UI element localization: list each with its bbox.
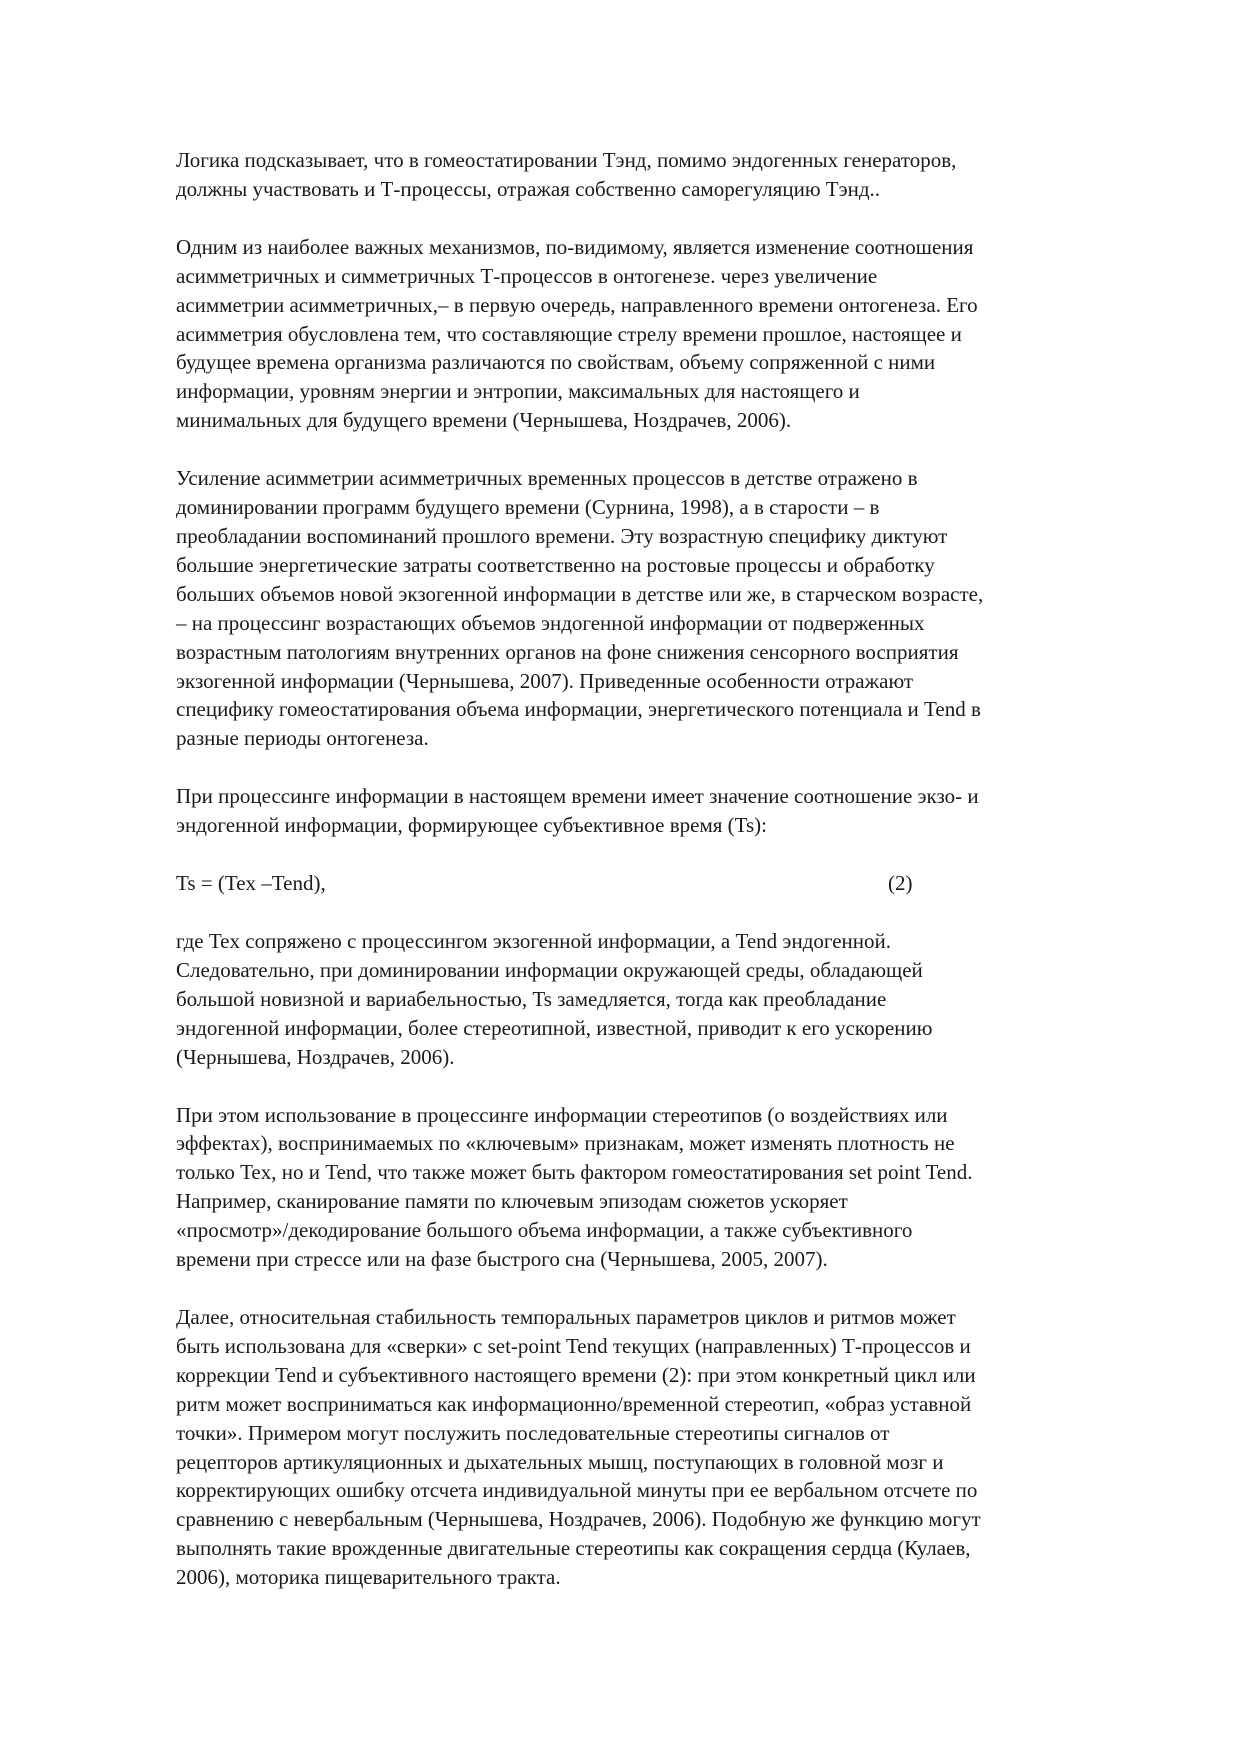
paragraph-2: Одним из наиболее важных механизмов, по-видимому, является изменение соотношения асимметричных и симметричных Т-процессов в онтогенезе. через увеличение асимметрии асимметричных,– в первую очередь, направленного времени онтогенеза. Его асимметрия обусловлена тем, что составляющие стрелу времени прошлое, настоящее и будущее времена организма различаются по свойствам, объему сопряженной с ними информации, уровням энергии и энтропии, максимальных для настоящего и минимальных для будущего времени (Чернышева, Ноздрачев, 2006).: [176, 234, 978, 433]
formula-line: [176, 869, 1166, 898]
paragraph-4: При процессинге информации в настоящем времени имеет значение соотношение экзо- и эндогенной информации, формирующее субъективное время (Ts):: [176, 784, 979, 838]
formula-number: (2): [888, 871, 913, 896]
paragraph-6: При этом использование в процессинге информации стереотипов (о воздействиях или эффектах), воспринимаемых по «ключевым» признакам, может изменять плотность не только Tex, но и Tend, что также может быть фактором гомеостатирования set point Tend. Например, сканирование памяти по ключевым эпизодам сюжетов ускоряет «просмотр»/декодирование большого объема информации, а также субъективного времени при стрессе или на фазе быстрого сна (Чернышева, 2005, 2007).: [176, 1102, 973, 1272]
document-page: [176, 146, 1166, 1621]
paragraph-5: где Tex сопряжено с процессингом экзогенной информации, а Tend эндогенной. Следовательно, при доминировании информации окружающей среды, обладающей большой новизной и вариабельностью, Ts замедляется, тогда как преобладание эндогенной информации, более стереотипной, известной, приводит к его ускорению (Чернышева, Ноздрачев, 2006).: [176, 929, 933, 1069]
paragraph-3: Усиление асимметрии асимметричных временных процессов в детстве отражено в доминировании программ будущего времени (Сурнина, 1998), а в старости – в преобладании воспоминаний прошлого времени. Эту возрастную специфику диктуют большие энергетические затраты соответственно на ростовые процессы и обработку больших объемов новой экзогенной информации в детстве или же, в старческом возрасте, – на процессинг возрастающих объемов эндогенной информации от подверженных возрастным патологиям внутренних органов на фоне снижения сенсорного восприятия экзогенной информации (Чернышева, 2007). Приведенные особенности отражают специфику гомеостатирования объема информации, энергетического потенциала и Tend в разные периоды онтогенеза.: [176, 466, 984, 751]
formula-expression: Ts = (Tex –Tend),: [176, 871, 326, 896]
paragraph-7: Далее, относительная стабильность темпоральных параметров циклов и ритмов может быть использована для «сверки» с set-point Tend текущих (направленных) Т-процессов и коррекции Tend и субъективного настоящего времени (2): при этом конкретный цикл или ритм может восприниматься как информационно/временной стереотип, «образ уставной точки». Примером могут послужить последовательные стереотипы сигналов от рецепторов артикуляционных и дыхательных мышц, поступающих в головной мозг и корректирующих ошибку отсчета индивидуальной минуты при ее вербальном отсчете по сравнению с невербальным (Чернышева, Ноздрачев, 2006). Подобную же функцию могут выполнять такие врожденные двигательные стереотипы как сокращения сердца (Кулаев, 2006), моторика пищеварительного тракта.: [176, 1305, 981, 1590]
paragraph-1: Логика подсказывает, что в гомеостатировании Тэнд, помимо эндогенных генераторов, должны участвовать и Т-процессы, отражая собственно саморегуляцию Тэнд..: [176, 148, 957, 201]
